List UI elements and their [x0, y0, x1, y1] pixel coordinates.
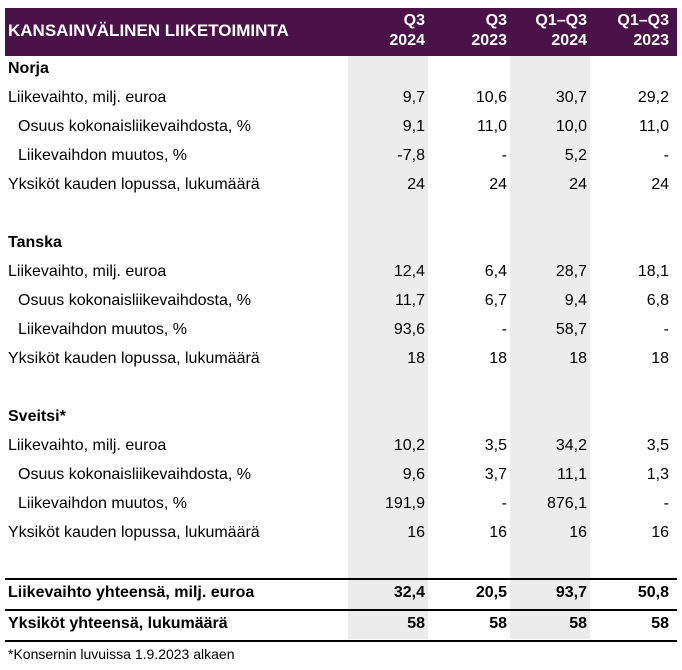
cell-value: -7,8 — [397, 147, 425, 164]
spacer-row — [5, 375, 677, 404]
cell-value: 11,0 — [639, 118, 669, 135]
table-row — [5, 317, 677, 346]
footnote: *Konsernin luvuissa 1.9.2023 alkaen — [8, 646, 235, 662]
cell-value: 93,6 — [393, 321, 425, 338]
table-title: KANSAINVÄLINEN LIIKETOIMINTA — [8, 21, 289, 40]
cell-value: 93,7 — [555, 584, 587, 601]
cell-value: 6,4 — [484, 263, 507, 280]
cell-value: 9,4 — [564, 292, 587, 309]
cell-value: - — [663, 495, 669, 512]
cell-value: 32,4 — [393, 584, 425, 601]
cell-value: 18 — [651, 350, 669, 367]
section-heading — [5, 230, 677, 259]
cell-value: 18,1 — [637, 263, 669, 280]
spacer-row — [5, 201, 677, 230]
row-label: Liikevaihto, milj. euroa — [8, 89, 167, 106]
row-label: Liikevaihto yhteensä, milj. euroa — [8, 584, 255, 601]
row-label: Osuus kokonaisliikevaihdosta, % — [18, 466, 252, 483]
cell-value: 6,8 — [646, 292, 669, 309]
row-label: Yksiköt yhteensä, lukumäärä — [8, 615, 228, 632]
row-label: Yksiköt kauden lopussa, lukumäärä — [8, 176, 260, 193]
row-label: Yksiköt kauden lopussa, lukumäärä — [8, 350, 260, 367]
cell-value: - — [501, 495, 507, 512]
cell-value: 16 — [651, 524, 669, 541]
cell-value: - — [501, 147, 507, 164]
cell-value: 50,8 — [637, 584, 669, 601]
cell-value: 12,4 — [393, 263, 425, 280]
cell-value: 10,2 — [393, 437, 425, 454]
row-label: Liikevaihto, milj. euroa — [8, 263, 167, 280]
cell-value: - — [501, 321, 507, 338]
table-row — [5, 172, 677, 201]
table-row — [5, 259, 677, 288]
cell-value: 29,2 — [637, 89, 669, 106]
table-row — [5, 288, 677, 317]
cell-value: - — [663, 321, 669, 338]
cell-value: 34,2 — [555, 437, 587, 454]
cell-value: 16 — [407, 524, 425, 541]
cell-value: 18 — [569, 350, 587, 367]
cell-value: 9,6 — [402, 466, 425, 483]
total-row — [5, 580, 677, 609]
row-label: Osuus kokonaisliikevaihdosta, % — [18, 118, 252, 135]
section-title: Norja — [8, 60, 49, 77]
row-label: Yksiköt kauden lopussa, lukumäärä — [8, 524, 260, 541]
cell-value: 24 — [569, 176, 587, 193]
cell-value: 11,7 — [395, 292, 425, 309]
row-label: Osuus kokonaisliikevaihdosta, % — [18, 292, 252, 309]
table-row — [5, 114, 677, 143]
cell-value: 18 — [489, 350, 507, 367]
cell-value: 16 — [489, 524, 507, 541]
cell-value: 5,2 — [564, 147, 587, 164]
cell-value: 11,1 — [557, 466, 587, 483]
cell-value: 28,7 — [555, 263, 587, 280]
section-heading — [5, 404, 677, 433]
cell-value: 30,7 — [555, 89, 587, 106]
cell-value: 58 — [651, 615, 669, 632]
cell-value: 6,7 — [484, 292, 507, 309]
cell-value: 10,6 — [475, 89, 507, 106]
table-row — [5, 346, 677, 375]
column-header-q3-2023: Q3 2023 — [471, 12, 507, 49]
international-business-table — [5, 8, 677, 642]
column-header-q3-2024: Q3 2024 — [389, 12, 425, 49]
table-body — [5, 56, 677, 642]
cell-value: 191,9 — [384, 495, 425, 512]
column-header-q1-q3-2023: Q1–Q3 2023 — [617, 12, 669, 49]
row-label: Liikevaihdon muutos, % — [18, 495, 187, 512]
cell-value: 16 — [569, 524, 587, 541]
cell-value: 58 — [407, 615, 425, 632]
cell-value: 18 — [407, 350, 425, 367]
section-heading — [5, 56, 677, 85]
cell-value: 10,0 — [555, 118, 587, 135]
cell-value: 9,7 — [402, 89, 425, 106]
cell-value: 9,1 — [402, 118, 425, 135]
table-row — [5, 433, 677, 462]
cell-value: 1,3 — [646, 466, 669, 483]
total-row — [5, 611, 677, 640]
cell-value: 58,7 — [555, 321, 587, 338]
cell-value: 876,1 — [546, 495, 587, 512]
section-title: Tanska — [8, 234, 62, 251]
table-row — [5, 85, 677, 114]
cell-value: 24 — [407, 176, 425, 193]
cell-value: 20,5 — [475, 584, 507, 601]
row-label: Liikevaihto, milj. euroa — [8, 437, 167, 454]
cell-value: 11,0 — [477, 118, 507, 135]
cell-value: 3,5 — [484, 437, 507, 454]
column-header-q1-q3-2024: Q1–Q3 2024 — [535, 12, 587, 49]
row-label: Liikevaihdon muutos, % — [18, 147, 187, 164]
table-header — [5, 8, 677, 56]
row-label: Liikevaihdon muutos, % — [18, 321, 187, 338]
table-row — [5, 143, 677, 172]
divider — [5, 640, 677, 642]
section-title: Sveitsi* — [8, 408, 66, 425]
table-row — [5, 462, 677, 491]
spacer-row — [5, 549, 677, 578]
table-row — [5, 491, 677, 520]
cell-value: 58 — [569, 615, 587, 632]
cell-value: 3,5 — [646, 437, 669, 454]
cell-value: 24 — [651, 176, 669, 193]
cell-value: - — [663, 147, 669, 164]
cell-value: 3,7 — [484, 466, 507, 483]
cell-value: 24 — [489, 176, 507, 193]
table-row — [5, 520, 677, 549]
cell-value: 58 — [489, 615, 507, 632]
